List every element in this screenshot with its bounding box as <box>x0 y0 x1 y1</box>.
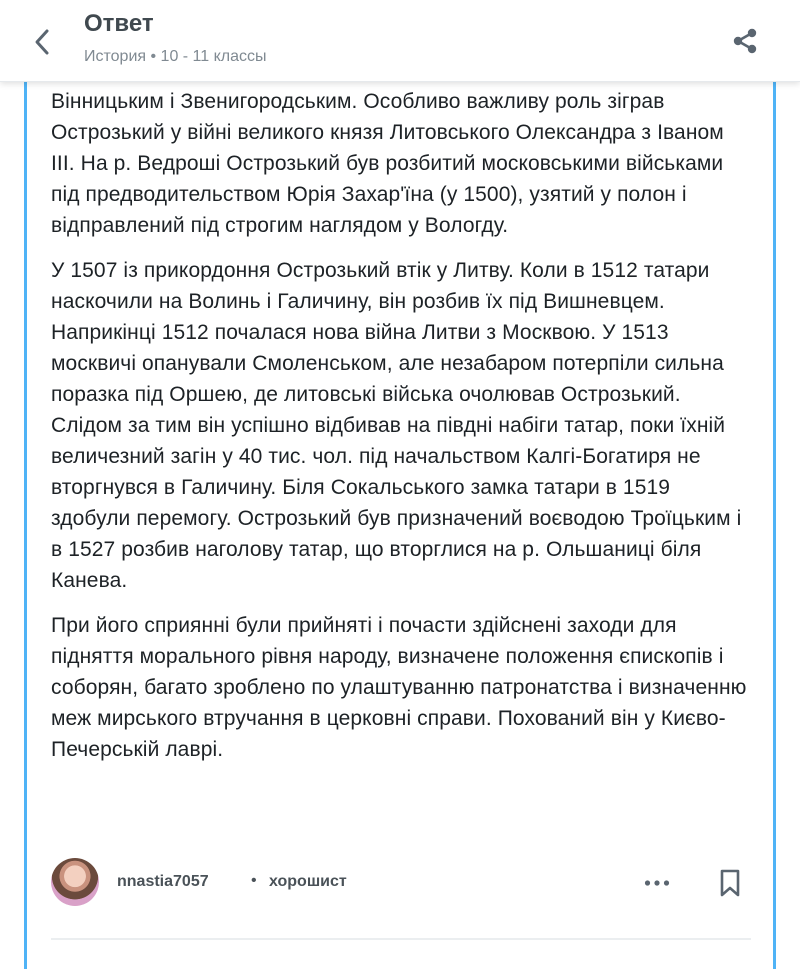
page-title: Ответ <box>84 10 154 37</box>
top-bar <box>0 0 800 82</box>
author-row <box>51 858 751 910</box>
answer-paragraph: Вінницьким і Звенигородським. Особливо важливу роль зіграв Острозький у війні великого князя Литовського Олександра з Іваном III. На р. Ведроші Острозький був розбитий московськими військами під предводительством Юрія Захар'їна (у 1500), узятий у полон і відправлений під строгим наглядом у Вологду. <box>51 90 724 237</box>
subject-breadcrumb: История • 10 - 11 классы <box>84 48 267 65</box>
avatar[interactable] <box>51 858 99 906</box>
answer-body <box>51 82 751 765</box>
answer-card <box>24 82 776 969</box>
bookmark-button[interactable] <box>713 864 747 902</box>
separator-dot: • <box>251 872 257 889</box>
bookmark-icon <box>719 869 741 897</box>
answer-paragraph: При його сприянні були прийняті і почасти здійснені заходи для підняття морального рівня народу, визначене положення єпископів і соборян, багато зроблено по улаштуванню патронатства і визначенню меж мирського втручання в церковні справи. Похований він у Києво-Печерській лаврі. <box>51 614 747 761</box>
chevron-left-icon <box>33 28 51 56</box>
author-name[interactable]: nnastia7057 <box>117 873 209 890</box>
more-options-button[interactable] <box>637 866 677 900</box>
back-button[interactable] <box>22 22 62 62</box>
more-dots-icon <box>644 879 670 887</box>
share-icon <box>731 27 759 55</box>
divider <box>51 938 751 940</box>
answer-paragraph: У 1507 із прикордоння Острозький втік у Литву. Коли в 1512 татари наскочили на Волинь і Галичину, він розбив їх під Вишневцем. Наприкінці 1512 почалася нова війна Литви з Москвою. У 1513 москвичі опанували Смоленськом, але незабаром потерпіли сильна поразка під Оршею, де литовські війська очолював Острозький. Слідом за тим він успішно відбивав на півдні набіги татар, поки їхній величезний загін у 40 тис. чол. під начальством Калгі-Богатиря не вторгнувся в Галичину. Біля Сокальського замка татари в 1519 здобули перемогу. Острозький був призначений воєводою Троїцьким і в 1527 розбив наголову татар, що вторглися на р. Ольшаниці біля Канева. <box>51 259 742 592</box>
share-button[interactable] <box>724 20 766 62</box>
author-rank: хорошист <box>269 873 347 890</box>
